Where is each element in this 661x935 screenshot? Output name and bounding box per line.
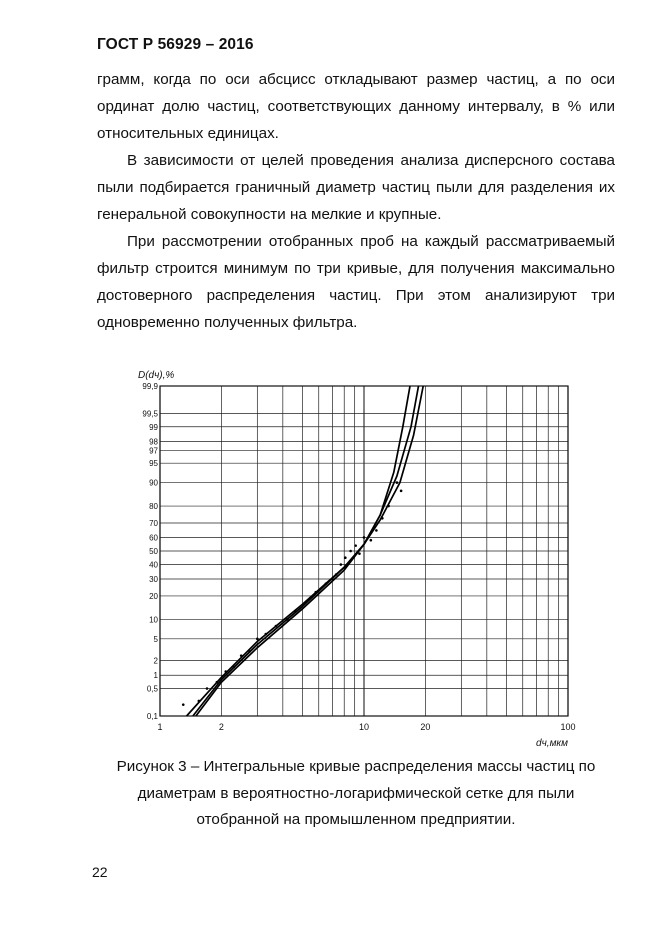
y-tick-label: 50 [149, 547, 158, 556]
paragraph-2: В зависимости от целей проведения анализа дисперсного состава пыли подбирается граничный диаметр частиц пыли для разделения их генеральной совокупности на мелкие и крупные. [97, 152, 615, 223]
y-tick-label: 0,1 [146, 712, 158, 721]
y-tick-label: 99,5 [142, 409, 158, 419]
data-point [396, 481, 399, 484]
data-point [358, 552, 361, 555]
data-point [275, 625, 278, 628]
data-point [216, 681, 219, 684]
x-tick-label: 1 [157, 722, 163, 732]
data-point [256, 638, 259, 641]
chart-scatter [182, 481, 402, 706]
y-tick-label: 97 [149, 446, 158, 456]
data-point [248, 650, 251, 653]
body-text [97, 66, 615, 336]
data-point [375, 529, 378, 532]
data-point [264, 633, 267, 636]
data-point [314, 591, 317, 594]
data-point [370, 539, 373, 542]
data-point [232, 666, 235, 669]
data-point [182, 703, 185, 706]
y-tick-label: 95 [149, 459, 158, 469]
y-tick-label: 20 [149, 591, 158, 601]
y-tick-label: 99,9 [142, 382, 158, 391]
data-point [286, 618, 289, 621]
data-point [340, 563, 343, 566]
page-number: 22 [92, 864, 108, 880]
data-point [224, 670, 227, 673]
data-point [294, 610, 297, 613]
data-point [305, 601, 308, 604]
y-tick-label: 10 [149, 615, 158, 625]
y-axis-label: D(dч),% [138, 370, 175, 381]
y-tick-label: 98 [149, 437, 158, 447]
data-point [344, 556, 347, 559]
x-axis-label: dч,мкм [536, 738, 568, 749]
document-header: ГОСТ Р 56929 – 2016 [97, 36, 254, 53]
distribution-chart [120, 364, 580, 754]
y-tick-label: 30 [149, 575, 158, 584]
x-tick-label: 2 [218, 722, 224, 732]
y-tick-label: 80 [149, 502, 158, 512]
data-point [387, 505, 390, 508]
y-tick-label: 0,5 [146, 684, 158, 694]
chart-svg [120, 364, 580, 754]
chart-grid [160, 386, 568, 716]
figure-caption: Рисунок 3 – Интегральные кривые распределения массы частиц по диаметрам в вероятностно-логарифмической сетке для пыли отобранной на промышленном предприятии. [116, 758, 596, 828]
data-point [400, 490, 403, 493]
data-point [335, 573, 338, 576]
paragraph-1: грамм, когда по оси абсцисс откладывают размер частиц, а по оси ординат долю частиц, соответствующих данному интервалу, в % или относительных единицах. [97, 71, 615, 142]
data-point [198, 700, 201, 703]
data-point [325, 582, 328, 585]
y-tick-label: 90 [149, 478, 158, 488]
y-tick-label: 60 [149, 533, 158, 543]
x-tick-label: 20 [420, 722, 431, 732]
y-tick-label: 1 [153, 671, 158, 681]
data-point [354, 544, 357, 547]
y-tick-label: 5 [153, 634, 158, 644]
data-point [349, 550, 352, 553]
x-tick-label: 100 [560, 722, 576, 732]
data-point [206, 687, 209, 690]
data-point [381, 517, 384, 520]
paragraph-3: При рассмотрении отобранных проб на каждый рассматриваемый фильтр строится минимум по три кривые, для получения максимально достоверного распределения частиц. При этом анализируют три одновременно полученных фильтра. [97, 233, 615, 331]
y-tick-label: 70 [149, 519, 158, 528]
data-point [363, 536, 366, 539]
y-tick-label: 2 [153, 656, 158, 666]
x-tick-label: 10 [358, 722, 370, 732]
y-tick-label: 40 [149, 560, 158, 570]
data-point [331, 578, 334, 581]
data-point [240, 654, 243, 657]
y-tick-label: 99 [149, 422, 158, 432]
